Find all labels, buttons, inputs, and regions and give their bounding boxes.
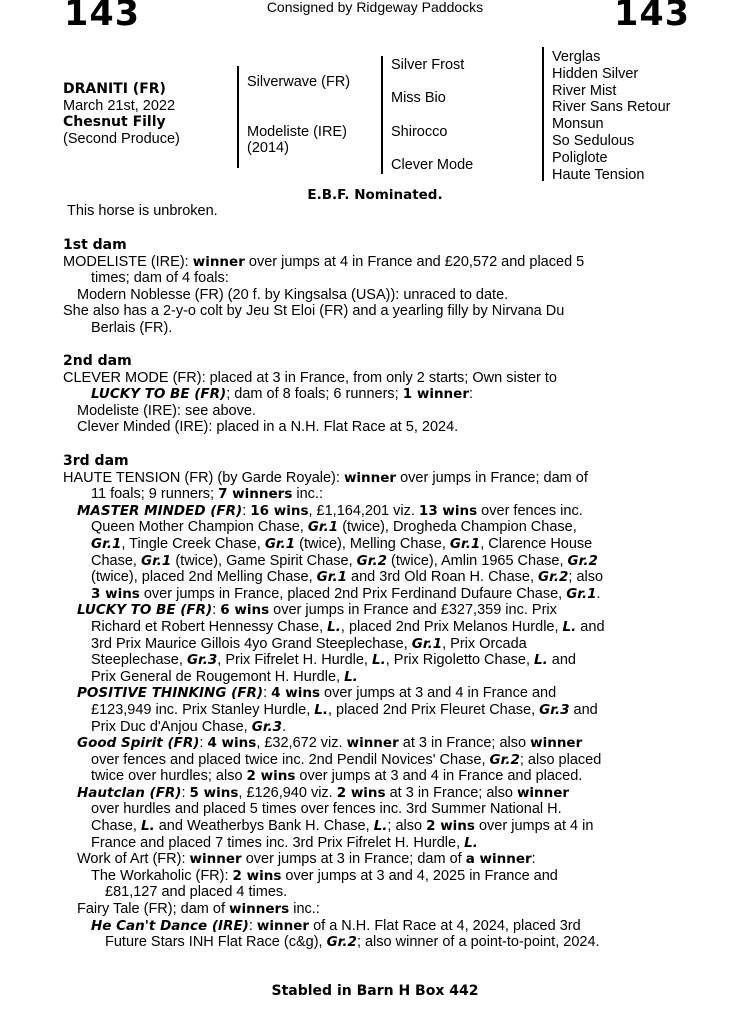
text-line [63, 303, 743, 320]
highlight-segment: L. [371, 652, 386, 669]
pedigree-gp-2: Miss Bio [391, 90, 446, 106]
pedigree-ggp-6: So Sedulous [552, 132, 635, 149]
text-segment: times; dam of 4 foals: [91, 270, 229, 287]
text-segment: Chase, [91, 818, 141, 835]
text-line [63, 785, 743, 802]
text-line [63, 801, 743, 818]
text-segment: , £1,164,201 viz. [308, 502, 419, 519]
pedigree-dam-year: (2014) [247, 140, 289, 156]
pedigree-great-grandparents [552, 49, 670, 183]
text-segment: Prix General de Rougemont H. Hurdle, [91, 668, 345, 685]
text-line [63, 486, 743, 503]
text-segment: : [468, 386, 474, 403]
text-line [63, 934, 743, 951]
ebf-nominated: E.B.F. Nominated. [307, 187, 443, 203]
text-segment: over jumps at 4 in [474, 818, 594, 835]
text-line [63, 519, 743, 536]
text-segment: inc.: [289, 901, 320, 918]
text-segment: and 3rd Old Roan H. Chase, [347, 569, 539, 586]
highlight-segment: LUCKY TO BE (FR) [91, 386, 227, 403]
text-segment: and [576, 618, 605, 635]
text-line [63, 719, 743, 736]
highlight-segment: a winner [465, 851, 532, 868]
text-segment: Prix Duc d'Anjou Chase, [91, 718, 252, 735]
highlight-segment: 3 wins [91, 585, 140, 602]
text-segment: , placed 2nd Prix Fleuret Chase, [328, 701, 540, 718]
highlight-segment: 4 wins [271, 685, 320, 702]
text-segment: over jumps in France; dam of [396, 469, 588, 486]
text-segment: : [531, 851, 536, 868]
text-segment: twice over hurdles; also [91, 768, 247, 785]
text-segment: . [596, 585, 601, 602]
text-segment: 3rd Prix Maurice Gillois 4yo Grand Steeplechase, [91, 635, 412, 652]
pedigree-ggp-5: Monsun [552, 116, 604, 133]
highlight-segment: Gr.2 [326, 934, 357, 951]
text-segment: , Tingle Creek Chase, [121, 535, 265, 552]
text-line [63, 685, 743, 702]
text-segment: , Prix Fifrelet H. Hurdle, [217, 652, 372, 669]
highlight-segment: L. [344, 668, 358, 685]
text-line [63, 287, 743, 304]
text-line [63, 470, 743, 487]
highlight-segment: winner [530, 735, 583, 752]
highlight-segment: LUCKY TO BE (FR) [77, 602, 213, 619]
horse-name: DRANITI (FR) [63, 81, 166, 97]
highlight-segment: 2 wins [336, 784, 386, 801]
pedigree-dam: Modeliste (IRE) [247, 124, 347, 140]
pedigree-sire: Silverwave (FR) [247, 74, 351, 90]
text-line [63, 320, 743, 337]
pedigree-ggp-8: Haute Tension [552, 166, 645, 183]
pedigree-ggp-3: River Mist [552, 82, 617, 99]
text-line [63, 536, 743, 553]
highlight-segment: 2 wins [232, 867, 282, 884]
text-segment: over jumps in France, placed 2nd Prix Ferdinand Dufaure Chase, [139, 585, 567, 602]
highlight-segment: Gr.1 [307, 519, 339, 536]
text-line [63, 752, 743, 769]
text-segment: , £32,672 viz. [256, 735, 347, 752]
text-segment: over jumps at 3 and 4 in France and placed. [295, 768, 583, 785]
highlight-segment: Gr.2 [356, 552, 387, 569]
highlight-segment: 2 wins [246, 768, 296, 785]
stabled-location: Stabled in Barn H Box 442 [271, 983, 479, 999]
text-segment: ; also [387, 818, 427, 835]
text-segment: : [212, 602, 221, 619]
highlight-segment: Gr.2 [489, 751, 520, 768]
highlight-segment: L. [314, 701, 328, 718]
horse-dob: March 21st, 2022 [63, 97, 176, 114]
text-segment: over jumps at 3 and 4 in France and [319, 685, 557, 702]
highlight-segment: 13 wins [418, 502, 478, 519]
text-segment: , Prix Rigoletto Chase, [385, 652, 535, 669]
highlight-segment: L. [562, 618, 577, 635]
highlight-segment: winner [192, 253, 245, 270]
highlight-segment: Hautclan (FR) [77, 784, 182, 801]
highlight-segment: Gr.3 [539, 701, 570, 718]
text-segment: Modern Noblesse (FR) (20 f. by Kingsalsa (USA)): unraced to date. [77, 286, 509, 303]
lot-number-right: 143 [614, 0, 691, 34]
text-segment: : [199, 735, 208, 752]
highlight-segment: Gr.2 [567, 552, 598, 569]
text-segment: . [282, 718, 287, 735]
text-segment: Future Stars INH Flat Race (c&g), [105, 934, 327, 951]
highlight-segment: 7 winners [218, 486, 293, 503]
text-segment: (twice), Game Spirit Chase, [171, 552, 357, 569]
text-segment: : [181, 784, 190, 801]
text-line [63, 419, 743, 436]
text-segment: France and placed 7 times inc. 3rd Prix Fifrelet H. Hurdle, [91, 834, 465, 851]
text-line [63, 652, 743, 669]
text-segment: over jumps in France and £327,359 inc. Prix [269, 602, 557, 619]
pedigree-gp-3: Shirocco [391, 124, 448, 140]
text-segment: : [242, 502, 251, 519]
highlight-segment: Gr.1 [264, 535, 296, 552]
highlight-segment: 2 wins [426, 818, 475, 835]
text-segment: : [263, 685, 272, 702]
pedigree-bracket-2 [381, 56, 383, 174]
text-segment: Modeliste (IRE): see above. [77, 402, 256, 419]
text-line [63, 370, 743, 387]
text-line [63, 669, 743, 686]
highlight-segment: 6 wins [220, 602, 270, 619]
text-line [63, 868, 743, 885]
highlight-segment: Gr.2 [538, 569, 569, 586]
text-segment: Berlais (FR). [91, 319, 173, 336]
text-segment: Fairy Tale (FR); dam of [77, 901, 230, 918]
text-segment: at 3 in France; also [398, 735, 531, 752]
text-segment: ; dam of 8 foals; 6 runners; [226, 386, 403, 403]
highlight-segment: L. [373, 818, 388, 835]
text-segment: over jumps at 3 and 4, 2025 in France and [281, 867, 558, 884]
text-segment: Queen Mother Champion Chase, [91, 519, 308, 536]
highlight-segment: winner [256, 917, 310, 934]
consignor-text: Consigned by Ridgeway Paddocks [266, 0, 484, 15]
horse-details [63, 81, 180, 147]
section-1st-dam [63, 237, 743, 337]
text-segment: CLEVER MODE (FR): placed at 3 in France, from only 2 starts; Own sister to [63, 369, 557, 386]
highlight-segment: 4 wins [207, 735, 257, 752]
text-segment: , £126,940 viz. [238, 784, 337, 801]
pedigree-ggp-4: River Sans Retour [552, 99, 671, 116]
horse-sex: Chesnut Filly [63, 114, 166, 130]
text-line [63, 768, 743, 785]
text-segment: , placed 2nd Prix Melanos Hurdle, [340, 618, 563, 635]
text-segment: HAUTE TENSION (FR) (by Garde Royale): [63, 469, 344, 486]
text-segment: ; also [568, 569, 604, 586]
highlight-segment: Gr.3 [186, 652, 218, 669]
text-segment: Work of Art (FR): [77, 851, 190, 868]
unbroken-note: This horse is unbroken. [67, 203, 218, 219]
text-line [63, 702, 743, 719]
highlight-segment: Gr.1 [449, 535, 481, 552]
text-segment: and Weatherbys Bank H. Chase, [154, 818, 374, 835]
pedigree-bracket-3 [542, 47, 544, 181]
pedigree-gp-1: Silver Frost [391, 57, 465, 73]
highlight-segment: winners [229, 901, 290, 918]
section-heading: 1st dam [63, 237, 127, 253]
text-segment: over jumps at 4 in France and £20,572 and placed 5 [244, 253, 585, 270]
text-line [63, 386, 743, 403]
highlight-segment: winner [343, 469, 397, 486]
text-line [63, 586, 743, 603]
text-segment: ; also winner of a point-to-point, 2024. [356, 934, 600, 951]
text-segment: , Clarence House [480, 535, 593, 552]
text-line [63, 602, 743, 619]
section-2nd-dam [63, 353, 743, 436]
text-segment: over fences inc. [477, 502, 583, 519]
text-segment: She also has a 2-y-o colt by Jeu St Eloi (FR) and a yearling filly by Nirvana Du [63, 303, 565, 320]
section-3rd-dam [63, 453, 743, 951]
text-segment: ; also placed [519, 751, 602, 768]
highlight-segment: L. [464, 834, 478, 851]
section-heading: 2nd dam [63, 353, 132, 369]
highlight-segment: winner [189, 851, 242, 868]
pedigree-ggp-7: Poliglote [552, 149, 608, 166]
text-segment: (twice), placed 2nd Melling Chase, [91, 569, 317, 586]
highlight-segment: winner [516, 784, 570, 801]
text-segment: at 3 in France; also [385, 784, 517, 801]
highlight-segment: Gr.1 [316, 569, 348, 586]
text-segment: Richard et Robert Hennessy Chase, [91, 618, 328, 635]
highlight-segment: L. [327, 618, 341, 635]
text-line [63, 553, 743, 570]
text-line [63, 403, 743, 420]
text-line [63, 503, 743, 520]
text-segment: : [248, 917, 257, 934]
highlight-segment: Gr.1 [91, 535, 122, 552]
highlight-segment: Gr.1 [411, 635, 443, 652]
text-segment: , Prix Orcada [442, 635, 527, 652]
text-segment: The Workaholic (FR): [91, 867, 233, 884]
highlight-segment: 1 winner [402, 386, 469, 403]
highlight-segment: Gr.1 [566, 585, 597, 602]
text-line [63, 851, 743, 868]
text-segment: and [569, 701, 598, 718]
text-line [63, 619, 743, 636]
text-segment: of a N.H. Flat Race at 4, 2024, placed 3rd [309, 917, 581, 934]
text-line [63, 569, 743, 586]
pedigree-ggp-2: Hidden Silver [552, 65, 639, 82]
text-segment: £123,949 inc. Prix Stanley Hurdle, [91, 701, 315, 718]
text-segment: MODELISTE (IRE): [63, 253, 193, 270]
horse-produce: (Second Produce) [63, 130, 180, 147]
text-line [63, 636, 743, 653]
text-segment: over jumps at 3 in France; dam of [241, 851, 466, 868]
text-segment: 11 foals; 9 runners; [91, 486, 219, 503]
text-line [63, 270, 743, 287]
text-line [63, 254, 743, 271]
text-segment: (twice), Amlin 1965 Chase, [387, 552, 568, 569]
text-segment: over hurdles and placed 5 times over fences inc. 3rd Summer National H. [91, 801, 562, 818]
text-line [63, 918, 743, 935]
text-segment: (twice), Drogheda Champion Chase, [338, 519, 577, 536]
text-segment: Clever Minded (IRE): placed in a N.H. Flat Race at 5, 2024. [77, 419, 459, 436]
highlight-segment: 5 wins [189, 784, 239, 801]
text-line [63, 835, 743, 852]
lot-number-left: 143 [64, 0, 141, 34]
text-segment: and [547, 652, 576, 669]
highlight-segment: L. [534, 652, 548, 669]
highlight-segment: Gr.3 [251, 718, 283, 735]
highlight-segment: L. [140, 818, 155, 835]
highlight-segment: winner [346, 735, 399, 752]
text-segment: £81,127 and placed 4 times. [105, 884, 288, 901]
pedigree-bracket-1 [237, 66, 239, 168]
highlight-segment: Gr.1 [140, 552, 172, 569]
pedigree-gp-4: Clever Mode [391, 157, 474, 173]
text-segment: Steeplechase, [91, 652, 187, 669]
section-heading: 3rd dam [63, 453, 129, 469]
pedigree-ggp-1: Verglas [552, 49, 601, 65]
highlight-segment: He Can't Dance (IRE) [91, 917, 249, 934]
text-segment: inc.: [292, 486, 323, 503]
text-segment: (twice), Melling Chase, [295, 535, 450, 552]
text-line [63, 735, 743, 752]
text-line [63, 818, 743, 835]
highlight-segment: MASTER MINDED (FR) [77, 502, 243, 519]
highlight-segment: 16 wins [250, 502, 309, 519]
highlight-segment: Good Spirit (FR) [77, 735, 200, 752]
text-line [63, 901, 743, 918]
text-segment: over fences and placed twice inc. 2nd Pendil Novices' Chase, [91, 751, 490, 768]
highlight-segment: POSITIVE THINKING (FR) [77, 685, 264, 702]
text-segment: Chase, [91, 552, 141, 569]
text-line [63, 884, 743, 901]
